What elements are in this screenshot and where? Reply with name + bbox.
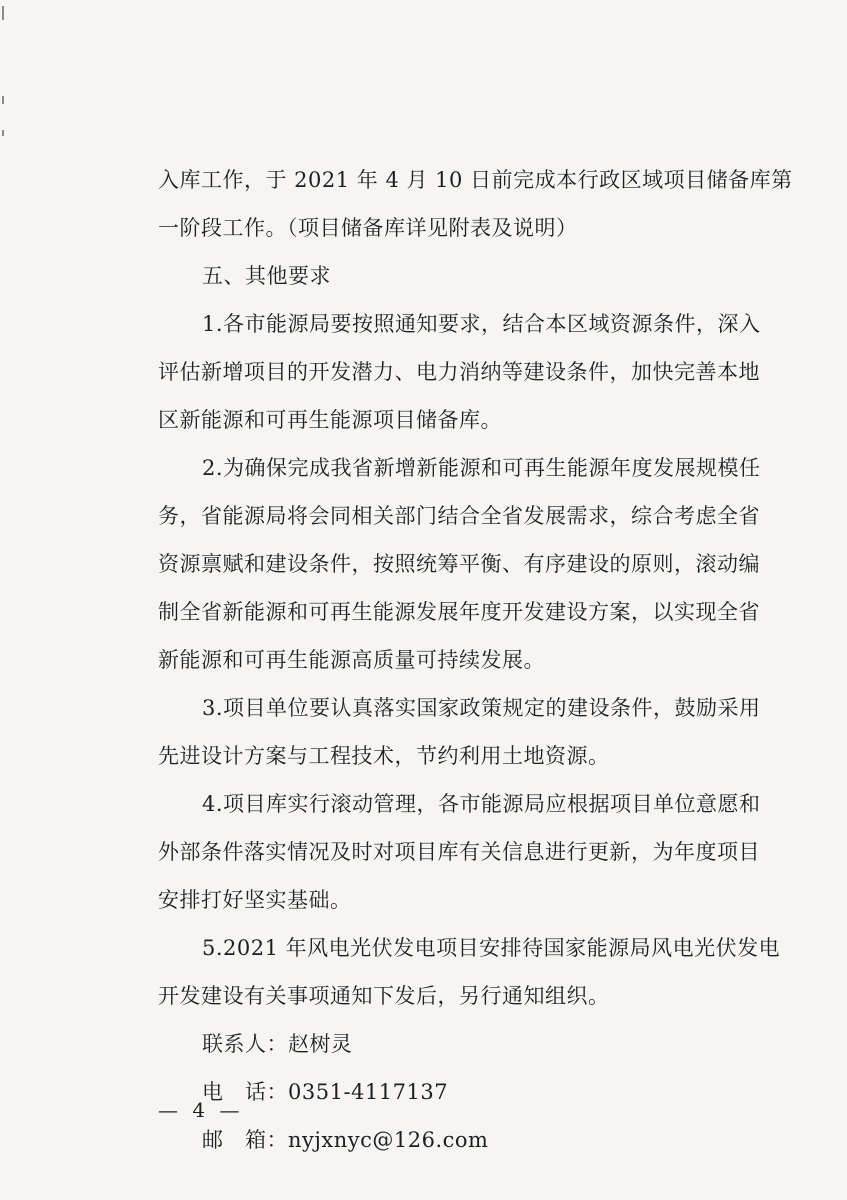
contact-phone-label: 电 话： bbox=[202, 1080, 288, 1104]
contact-email-row bbox=[158, 1116, 798, 1164]
contact-person-row bbox=[158, 1020, 798, 1068]
contact-phone-row bbox=[158, 1068, 798, 1116]
paragraph-line: 一阶段工作。（项目储备库详见附表及说明） bbox=[158, 216, 578, 240]
paragraph-line: 3.项目单位要认真落实国家政策规定的建设条件，鼓励采用 bbox=[202, 696, 761, 720]
paragraph-line: 入库工作，于 2021 年 4 月 10 日前完成本行政区域项目储备库第 bbox=[158, 168, 793, 192]
paragraph-line: 4.项目库实行滚动管理，各市能源局应根据项目单位意愿和 bbox=[202, 792, 761, 816]
contact-phone-value: 0351-4117137 bbox=[288, 1080, 449, 1104]
paragraph-line: 评估新增项目的开发潜力、电力消纳等建设条件，加快完善本地 bbox=[158, 360, 760, 384]
paragraph-line: 2.为确保完成我省新增新能源和可再生能源年度发展规模任 bbox=[202, 456, 761, 480]
contact-email-value: nyjxnyc@126.com bbox=[288, 1128, 489, 1152]
scan-edge-mark bbox=[2, 96, 4, 104]
paragraph-line: 新能源和可再生能源高质量可持续发展。 bbox=[158, 648, 545, 672]
paragraph-line: 5.2021 年风电光伏发电项目安排待国家能源局风电光伏发电 bbox=[202, 936, 781, 960]
paragraph-line: 外部条件落实情况及时对项目库有关信息进行更新，为年度项目 bbox=[158, 840, 760, 864]
paragraph-line: 安排打好坚实基础。 bbox=[158, 888, 352, 912]
body-text bbox=[158, 156, 798, 1164]
section-heading: 五、其他要求 bbox=[202, 264, 331, 288]
contact-person-label: 联系人： bbox=[202, 1032, 288, 1056]
contact-person-value: 赵树灵 bbox=[288, 1032, 353, 1056]
paragraph-line: 先进设计方案与工程技术，节约利用土地资源。 bbox=[158, 744, 610, 768]
paragraph-line: 制全省新能源和可再生能源发展年度开发建设方案，以实现全省 bbox=[158, 600, 760, 624]
contact-email-label: 邮 箱： bbox=[202, 1128, 288, 1152]
paragraph-line: 务，省能源局将会同相关部门结合全省发展需求，综合考虑全省 bbox=[158, 504, 760, 528]
scan-edge-mark bbox=[2, 130, 4, 136]
paragraph-line: 区新能源和可再生能源项目储备库。 bbox=[158, 408, 502, 432]
scan-edge-mark bbox=[2, 6, 4, 20]
paragraph-line: 资源禀赋和建设条件，按照统筹平衡、有序建设的原则，滚动编 bbox=[158, 552, 760, 576]
page-number: — 4 — bbox=[158, 1098, 244, 1122]
paragraph-line: 开发建设有关事项通知下发后，另行通知组织。 bbox=[158, 984, 610, 1008]
paragraph-line: 1.各市能源局要按照通知要求，结合本区域资源条件，深入 bbox=[202, 312, 761, 336]
